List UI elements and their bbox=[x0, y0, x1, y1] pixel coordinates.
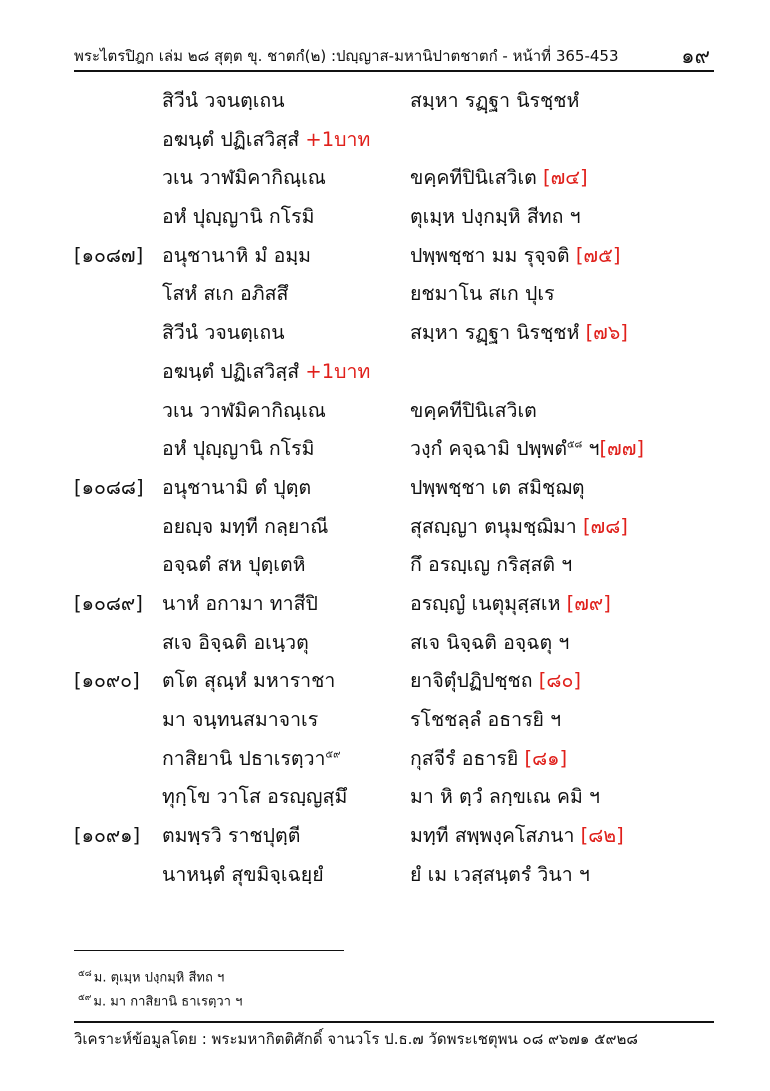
verse-list bbox=[0, 85, 770, 897]
page-title: พระไตรปิฎก เล่ม ๒๘ สุตฺต ขุ. ชาตกํ(๒) :ปญฺญาส-มหานิปาตชาตกํ - หน้าที่ 365-453 bbox=[74, 47, 619, 65]
verse-first-half bbox=[162, 704, 318, 735]
verse-first-half bbox=[162, 201, 314, 232]
verse-line bbox=[0, 317, 770, 356]
verse-second-half bbox=[410, 162, 588, 193]
verse-reference-number: [๗๖] bbox=[585, 321, 628, 345]
verse-first-half bbox=[162, 859, 324, 890]
verse-first-half bbox=[162, 511, 328, 542]
verse-second-half bbox=[410, 781, 600, 812]
verse-first-half-text: นาหนฺตํ สุขมิจฺเฉยฺยํ bbox=[162, 862, 324, 886]
verse-number: [๑๐๙๑] bbox=[74, 824, 141, 848]
verse-second-half bbox=[410, 433, 644, 464]
verse-first-half bbox=[162, 549, 305, 580]
verse-second-half-text: กึ อรญฺเญ กริสฺสติ ฯ bbox=[410, 553, 573, 577]
verse-number: [๑๐๘๗] bbox=[74, 243, 144, 267]
verse-first-half-text: สิวีนํ วจนตฺเถน bbox=[162, 89, 285, 112]
footnote bbox=[78, 966, 242, 990]
verse-first-half-text: อหํ ปุญฺญานิ กโรมิ bbox=[162, 205, 315, 229]
verse-first-half-text: อยญฺจ มทฺที กลฺยาณี bbox=[162, 514, 329, 538]
verse-second-half-text: ปพฺพชฺชา มม รุจฺจติ bbox=[410, 243, 570, 267]
verse-first-half-text: อหํ ปุญฺญานิ กโรมิ bbox=[162, 437, 315, 461]
verse-line bbox=[0, 240, 770, 279]
verse-second-half-text: ขคฺคทีปินิเสวิเต bbox=[410, 166, 537, 190]
verse-second-half bbox=[410, 240, 620, 271]
verse-second-half-text: ยาจิตุํปฏิปชฺชถ bbox=[410, 669, 533, 693]
footnote-text: ม. ตุเมฺห ปงฺกมฺหิ สีทถ ฯ bbox=[93, 970, 225, 986]
footnote-mark: ๕๘ bbox=[78, 969, 92, 979]
footnote bbox=[78, 990, 242, 1014]
verse-reference-number: [๘๑] bbox=[524, 746, 568, 770]
verse-line bbox=[0, 627, 770, 666]
footnote-list bbox=[78, 966, 242, 1014]
verse-number: [๑๐๘๙] bbox=[74, 591, 143, 615]
verse-first-half-text: โสหํ สเก อภิสสึ bbox=[162, 282, 289, 306]
verse-reference-number: [๗๙] bbox=[566, 591, 611, 615]
verse-second-half-text: สเจ นิจฺฉติ อจฺฉตุ ฯ bbox=[410, 630, 570, 654]
verse-line bbox=[0, 356, 770, 395]
verse-first-half-text: กาสิยานิ ปธาเรตฺวา bbox=[162, 746, 326, 770]
verse-first-half-text: มา จนฺทนสมาจาเร bbox=[162, 708, 319, 731]
verse-second-half bbox=[410, 704, 561, 735]
verse-first-half-text: ตมพฺรวิ ราชปุตฺตี bbox=[162, 824, 301, 848]
verse-line bbox=[0, 162, 770, 201]
verse-first-half bbox=[162, 317, 285, 348]
verse-second-half-text: ปพฺพชฺชา เต สมิชฺฌตุ bbox=[410, 475, 585, 499]
verse-second-half bbox=[410, 665, 581, 696]
verse-first-half-text: อฆนฺตํ ปฏิเสวิสฺสํ bbox=[162, 127, 300, 151]
verse-second-half bbox=[410, 472, 585, 503]
verse-second-half bbox=[410, 743, 567, 774]
verse-second-half bbox=[410, 317, 628, 348]
verse-first-half bbox=[162, 743, 340, 774]
verse-first-half bbox=[162, 433, 314, 464]
verse-second-half-text: รโชชลฺลํ อธารยิ ฯ bbox=[410, 708, 562, 731]
verse-first-half bbox=[162, 356, 370, 387]
verse-first-half bbox=[162, 665, 335, 696]
page-footer: วิเคราะห์ข้อมูลโดย : พระมหากิตติศักดิ์ จานวโร ป.ธ.๗ วัดพระเชตุพน ๐๘ ๙๖๗๑ ๕๙๒๘ bbox=[74, 1030, 638, 1048]
verse-first-half bbox=[162, 627, 309, 658]
verse-line bbox=[0, 588, 770, 627]
verse-second-half-text: วงฺกํ คจฺฉามิ ปพฺพตํ bbox=[410, 437, 567, 461]
verse-second-half-text: ยชมาโน สเก ปุเร bbox=[410, 282, 555, 306]
verse-reference-number: [๘๐] bbox=[538, 669, 581, 693]
verse-reference-number: [๗๗] bbox=[599, 437, 644, 461]
verse-second-half-text: อรญฺญํ เนตุมุสฺสเห bbox=[410, 591, 561, 615]
verse-first-half bbox=[162, 240, 311, 271]
verse-first-half-text: ทุกฺโข วาโส อรญฺญสฺมึ bbox=[162, 785, 348, 809]
verse-first-half-text: สิวีนํ วจนตฺเถน bbox=[162, 321, 285, 345]
verse-second-half bbox=[410, 820, 624, 851]
verse-first-half bbox=[162, 781, 347, 812]
page-number: ๑๙ bbox=[681, 44, 710, 68]
verse-first-half bbox=[162, 278, 288, 309]
verse-second-half bbox=[410, 859, 590, 890]
verse-second-half bbox=[410, 511, 628, 542]
extra-line-note: +1บาท bbox=[305, 359, 371, 383]
verse-first-half bbox=[162, 162, 326, 193]
verse-reference-number: [๗๕] bbox=[575, 243, 621, 267]
verse-first-half bbox=[162, 395, 326, 426]
verse-first-half-text: อฆนฺตํ ปฏิเสวิสฺสํ bbox=[162, 359, 300, 383]
verse-line bbox=[0, 433, 770, 472]
footer-divider bbox=[74, 1021, 714, 1023]
footnote-divider bbox=[74, 950, 344, 951]
verse-first-half-text: วเน วาฬมิคากิณฺเณ bbox=[162, 166, 326, 190]
verse-second-half-text: ยํ เม เวสฺสนฺตรํ วินา ฯ bbox=[410, 862, 590, 886]
verse-second-half-text: สมฺหา รฏฺฐา นิรชฺชหํ bbox=[410, 89, 580, 112]
verse-line bbox=[0, 743, 770, 782]
verse-second-half bbox=[410, 278, 555, 309]
verse-line bbox=[0, 511, 770, 550]
verse-first-half bbox=[162, 85, 285, 116]
verse-end-mark: ฯ bbox=[582, 437, 600, 461]
verse-first-half-text: อนุชานาหิ มํ อมฺม bbox=[162, 243, 312, 267]
verse-second-half-text: มทฺที สพฺพงฺคโสภนา bbox=[410, 824, 575, 848]
verse-first-half bbox=[162, 820, 300, 851]
verse-line bbox=[0, 201, 770, 240]
verse-first-half-text: วเน วาฬมิคากิณฺเณ bbox=[162, 398, 326, 422]
page-header bbox=[74, 38, 714, 68]
extra-line-note: +1บาท bbox=[305, 127, 371, 151]
verse-first-half-text: นาหํ อกามา ทาสีปิ bbox=[162, 591, 318, 615]
footnote-text: ม. มา กาสิยานิ ธาเรตฺวา ฯ bbox=[93, 994, 243, 1010]
verse-second-half-text: สุสญฺญา ตนุมชฺฌิมา bbox=[410, 514, 577, 538]
footnote-reference: ๕๘ bbox=[566, 439, 583, 451]
verse-first-half-text: อนุชานามิ ตํ ปุตฺต bbox=[162, 475, 312, 499]
verse-line bbox=[0, 472, 770, 511]
verse-second-half bbox=[410, 588, 611, 619]
verse-line bbox=[0, 859, 770, 898]
verse-second-half bbox=[410, 85, 579, 116]
verse-line bbox=[0, 549, 770, 588]
verse-first-half-text: อจฺฉตํ สห ปุตฺเตหิ bbox=[162, 553, 306, 577]
verse-second-half-text: มา หิ ตฺวํ ลกฺขเณ คมิ ฯ bbox=[410, 785, 600, 809]
verse-number: [๑๐๙๐] bbox=[74, 669, 140, 693]
verse-line bbox=[0, 124, 770, 163]
verse-line bbox=[0, 781, 770, 820]
footnote-reference: ๕๙ bbox=[325, 749, 341, 761]
verse-line bbox=[0, 820, 770, 859]
verse-line bbox=[0, 395, 770, 434]
verse-reference-number: [๘๒] bbox=[580, 824, 624, 848]
verse-line bbox=[0, 704, 770, 743]
verse-first-half bbox=[162, 472, 311, 503]
verse-line bbox=[0, 665, 770, 704]
verse-second-half-text: ขคฺคทีปินิเสวิเต bbox=[410, 398, 537, 422]
verse-reference-number: [๗๘] bbox=[582, 514, 628, 538]
verse-first-half bbox=[162, 588, 318, 619]
header-divider bbox=[74, 70, 714, 72]
verse-second-half-text: ตุเมฺห ปงฺกมฺหิ สีทถ ฯ bbox=[410, 205, 581, 229]
verse-second-half-text: สมฺหา รฏฺฐา นิรชฺชหํ bbox=[410, 321, 580, 345]
footnote-mark: ๕๙ bbox=[78, 993, 92, 1003]
verse-line bbox=[0, 85, 770, 124]
verse-second-half bbox=[410, 549, 572, 580]
verse-reference-number: [๗๔] bbox=[543, 166, 588, 190]
verse-first-half bbox=[162, 124, 370, 155]
verse-first-half-text: สเจ อิจฺฉติ อเนฺวตุ bbox=[162, 630, 309, 654]
verse-first-half-text: ตโต สุณฺหํ มหาราชา bbox=[162, 669, 336, 693]
verse-second-half bbox=[410, 627, 569, 658]
verse-second-half-text: กุสจีรํ อธารยิ bbox=[410, 746, 519, 770]
verse-number: [๑๐๘๘] bbox=[74, 475, 144, 499]
verse-line bbox=[0, 278, 770, 317]
verse-second-half bbox=[410, 201, 581, 232]
verse-second-half bbox=[410, 395, 537, 426]
